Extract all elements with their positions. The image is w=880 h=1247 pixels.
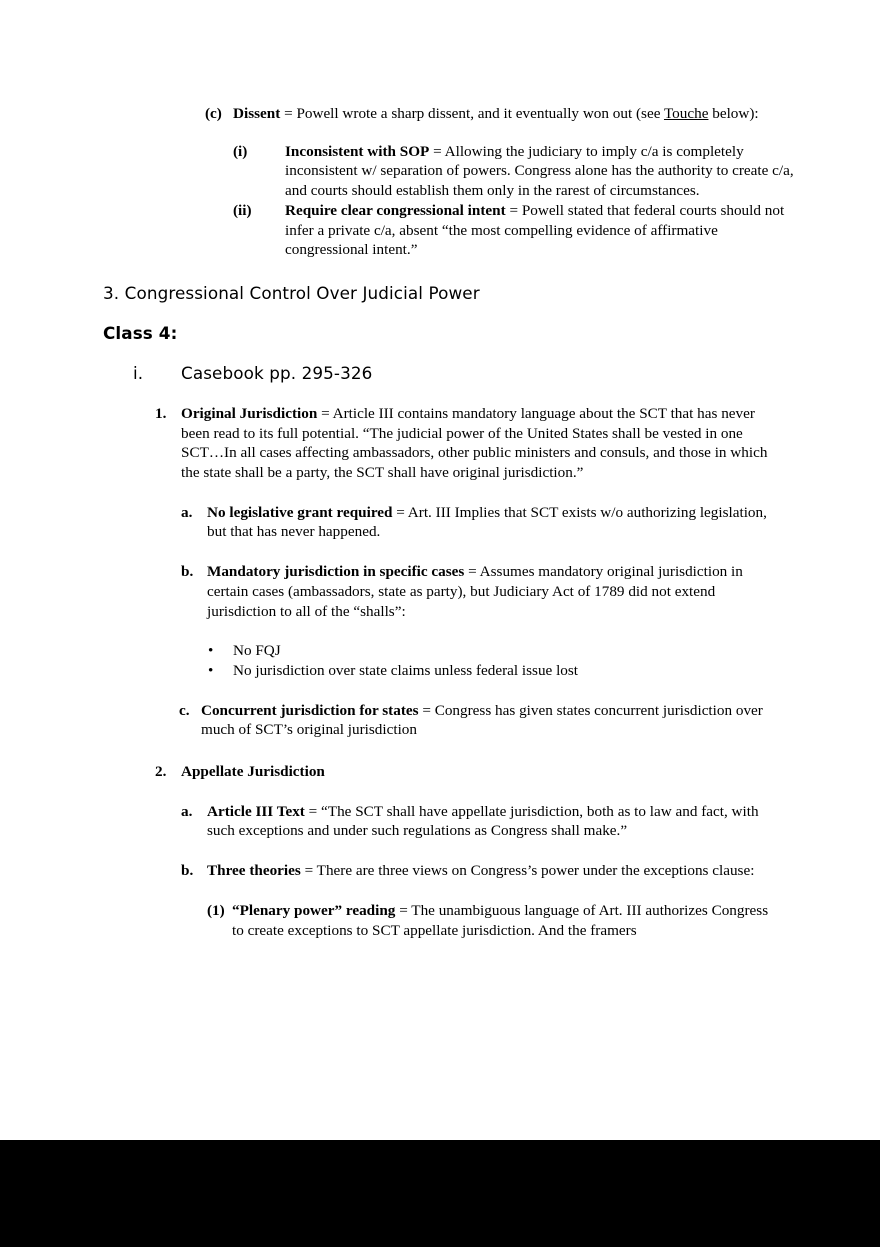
- spacer: [0, 782, 880, 802]
- spacer: [0, 483, 880, 503]
- term-label: Mandatory jurisdiction in specific cases: [207, 563, 465, 581]
- equals-sign: =: [280, 105, 297, 122]
- item-text: Article III contains mandatory language about the SCT that has never been read to its full potential. “The judicial power of the United States shall be vested in one SCT…In all cases affecting ambassadors, other public ministers and consuls, and those in which the state shall be a party, the SCT shall have original jurisdiction.”: [181, 404, 768, 482]
- list-marker: (c): [205, 105, 222, 122]
- outline-item-concurrent-jurisdiction: [179, 701, 780, 740]
- spacer: [0, 304, 880, 322]
- outline-item-three-theories: [181, 861, 780, 881]
- outline-item-body: [285, 142, 794, 201]
- equals-sign: =: [429, 142, 445, 160]
- outline-item-body: [181, 762, 778, 782]
- outline-item-body: [285, 201, 794, 260]
- list-marker: i.: [133, 362, 144, 383]
- list-marker: 1.: [155, 404, 167, 422]
- spacer: [0, 841, 880, 861]
- outline-item-body: [181, 404, 778, 483]
- item-text: The unambiguous language of Art. III authorizes Congress to create exceptions to SCT appellate jurisdiction. And the framers: [232, 901, 769, 939]
- item-text: “The SCT shall have appellate jurisdiction, both as to law and fact, with such exceptions and under such regulations as Congress shall make.”: [207, 802, 759, 840]
- item-text: Congress has given states concurrent jurisdiction over much of SCT’s original jurisdiction: [201, 701, 763, 739]
- list-marker: b.: [181, 862, 194, 880]
- outline-item-original-jurisdiction: [155, 404, 778, 483]
- outline-item-casebook: [133, 362, 780, 384]
- list-marker: (1): [207, 901, 225, 919]
- item-text: There are three views on Congress’s power under the exceptions clause:: [316, 862, 755, 880]
- spacer: [0, 384, 880, 404]
- casebook-pages: Casebook pp. 295-326: [181, 362, 373, 383]
- list-marker: (ii): [233, 201, 252, 219]
- equals-sign: =: [304, 802, 322, 820]
- text-before-case: Powell wrote a sharp dissent, and it eventually won out (see: [296, 105, 664, 122]
- class-heading: Class 4:: [103, 322, 178, 343]
- case-name-touche: Touche: [663, 105, 709, 122]
- equals-sign: =: [300, 862, 317, 880]
- term-label: Original Jurisdiction: [181, 404, 318, 422]
- item-text: Powell stated that federal courts should not infer a private c/a, absent “the most compelling evidence of affirmative congressional intent.”: [285, 201, 785, 259]
- spacer: [0, 260, 880, 282]
- equals-sign: =: [317, 404, 333, 422]
- outline-item-body: [207, 562, 780, 621]
- item-text: Art. III Implies that SCT exists w/o authorizing legislation, but that has never happened.: [207, 503, 767, 541]
- bullet-item-no-state-claim-jurisdiction: [208, 661, 780, 681]
- term-label: Dissent: [233, 105, 281, 122]
- outline-item-inconsistent-sop: [233, 142, 794, 201]
- outline-item-plenary-power-reading: [207, 901, 780, 940]
- term-label: Three theories: [207, 862, 301, 880]
- text-after-case: below):: [708, 105, 759, 122]
- equals-sign: =: [418, 701, 435, 719]
- bullet-icon: •: [208, 661, 214, 679]
- spacer: [0, 344, 880, 362]
- spacer: [0, 124, 880, 142]
- bullet-icon: •: [208, 642, 214, 660]
- item-text: Allowing the judiciary to imply c/a is completely inconsistent w/ separation of powers. Congress alone has the authority to create c/a, and courts should establish them only in the rarest of circumstances.: [285, 142, 794, 200]
- equals-sign: =: [505, 201, 522, 219]
- outline-item-mandatory-jurisdiction: [181, 562, 780, 621]
- spacer: [0, 542, 880, 562]
- term-label: Inconsistent with SOP: [285, 142, 430, 160]
- list-marker: c.: [179, 701, 190, 719]
- spacer: [0, 881, 880, 901]
- spacer: [0, 681, 880, 701]
- item-text: Assumes mandatory original jurisdiction in certain cases (ambassadors, state as party), but Judiciary Act of 1789 did not extend jurisdiction to all of the “shalls”:: [207, 563, 743, 620]
- equals-sign: =: [464, 563, 480, 581]
- term-label: “Plenary power” reading: [232, 901, 396, 919]
- term-label: No legislative grant required: [207, 503, 393, 521]
- term-label: Concurrent jurisdiction for states: [201, 701, 419, 719]
- term-label: Appellate Jurisdiction: [181, 763, 325, 781]
- list-marker: b.: [181, 563, 194, 581]
- list-marker: a.: [181, 802, 193, 820]
- outline-item-body: [207, 861, 780, 881]
- bullet-item-no-fqj: [208, 641, 780, 661]
- outline-item-body: [232, 901, 780, 940]
- section-heading-congressional-control: 3. Congressional Control Over Judicial Power: [103, 282, 480, 303]
- outline-item-body: [233, 104, 778, 124]
- outline-item-require-clear-intent: [233, 201, 794, 260]
- list-marker: a.: [181, 503, 193, 521]
- outline-item-body: [207, 802, 780, 841]
- list-marker: 2.: [155, 763, 167, 781]
- term-label: Require clear congressional intent: [285, 201, 506, 219]
- outline-item-article-iii-text: [181, 802, 780, 841]
- outline-item-body: [207, 503, 780, 542]
- term-label: Article III Text: [207, 802, 305, 820]
- bullet-text: No FQJ: [233, 642, 281, 660]
- top-margin: [0, 0, 880, 104]
- list-marker: (i): [233, 142, 248, 160]
- outline-item-no-legislative-grant: [181, 503, 780, 542]
- spacer: [0, 621, 880, 641]
- page-footer-black-band: [0, 1140, 880, 1247]
- outline-item-body: [201, 701, 780, 740]
- outline-item-appellate-jurisdiction: [155, 762, 778, 782]
- bullet-text: No jurisdiction over state claims unless federal issue lost: [233, 661, 579, 679]
- outline-item-dissent: [205, 104, 778, 124]
- equals-sign: =: [392, 503, 408, 521]
- spacer: [0, 740, 880, 762]
- equals-sign: =: [395, 901, 412, 919]
